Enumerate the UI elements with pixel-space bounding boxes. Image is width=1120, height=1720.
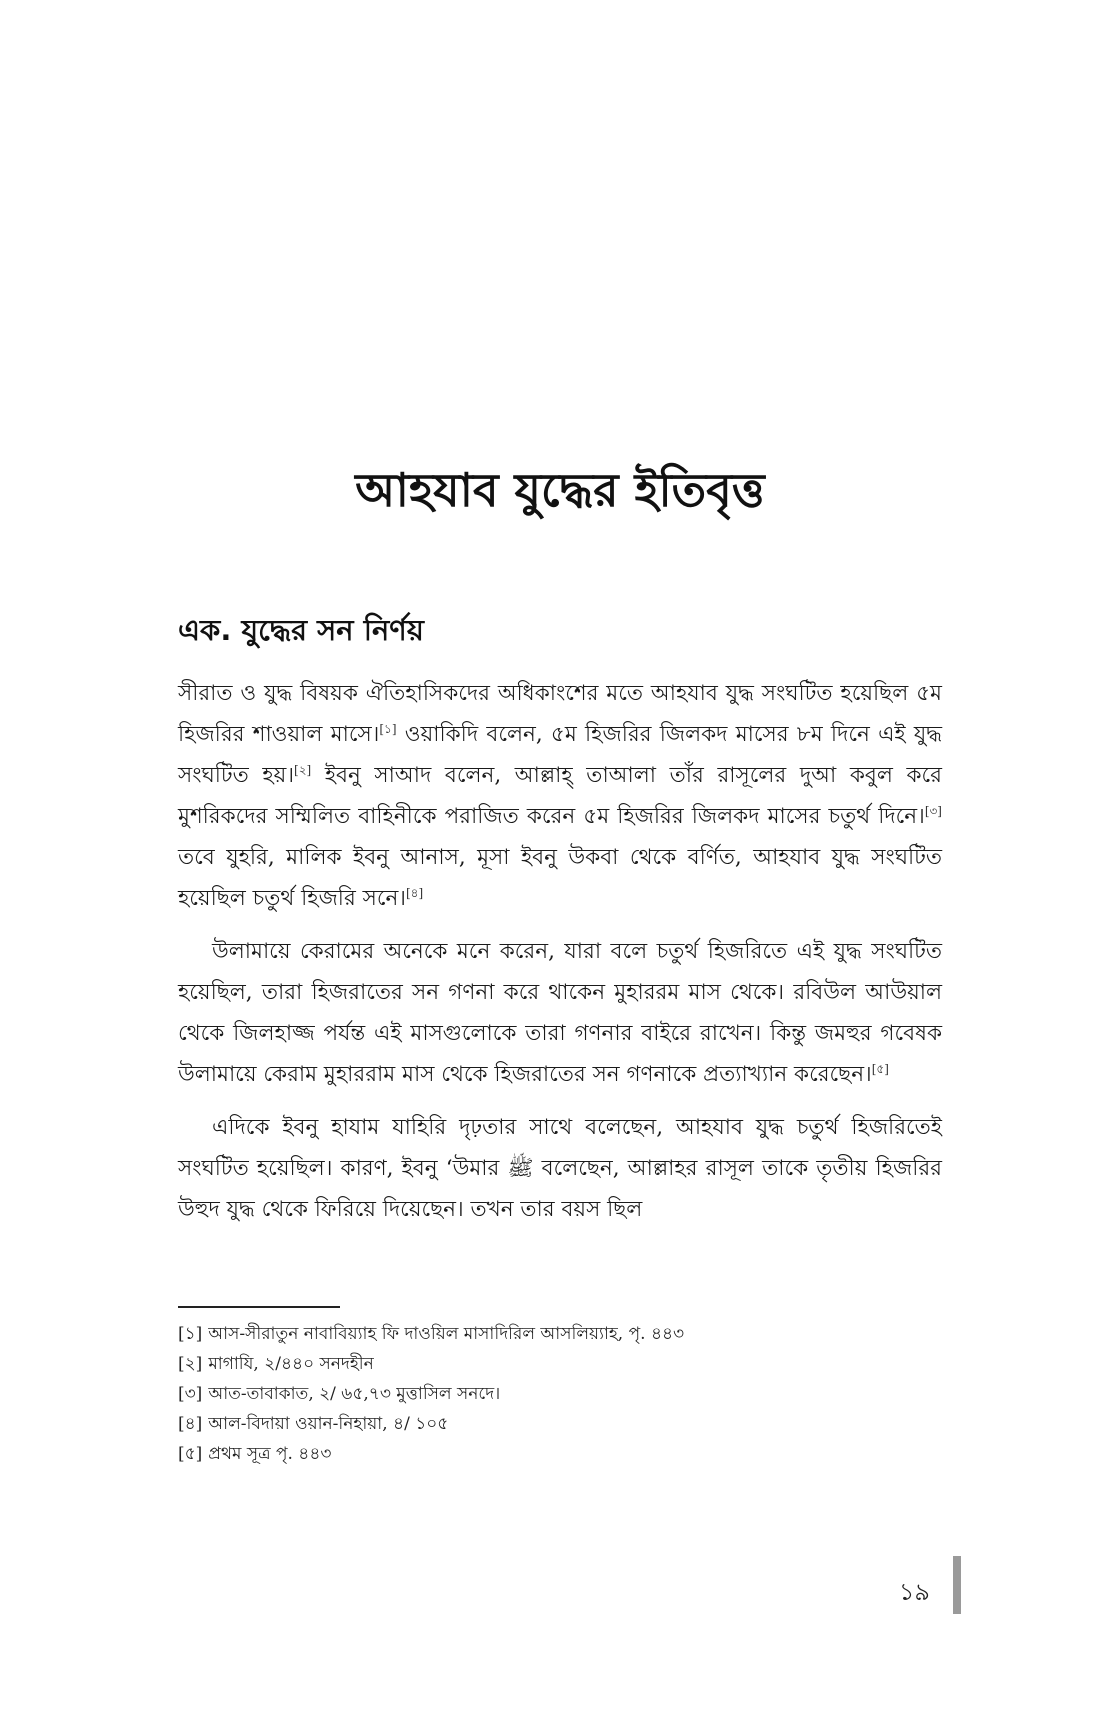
footnote-number: [৪] <box>178 1414 203 1434</box>
footnote-number: [৫] <box>178 1444 203 1464</box>
footnote-number: [২] <box>178 1354 203 1374</box>
footnote-text: আস-সীরাতুন নাবাবিয়্যাহ ফি দাওয়িল মাসাদিরিল আসলিয়্যাহ, পৃ. ৪৪৩ <box>208 1324 685 1344</box>
chapter-title: আহযাব যুদ্ধের ইতিবৃত্ত <box>355 462 765 517</box>
paragraph-text: ইবনু সাআদ বলেন, আল্লাহ্‌ তাআলা তাঁর রাসূলের দুআ কবুল করে মুশরিকদের সম্মিলিত বাহিনীকে পরাজিত করেন ৫ম হিজরির জিলকদ মাসের চতুর্থ দিনে। <box>178 763 942 829</box>
footnote-text: মাগাযি, ২/৪৪০ সনদহীন <box>208 1354 374 1374</box>
footnote-item <box>178 1409 938 1439</box>
footnote-number: [১] <box>178 1324 203 1344</box>
paragraph <box>178 1107 942 1230</box>
footnotes <box>178 1319 938 1469</box>
footnote-item <box>178 1439 938 1469</box>
footnote-text: আত-তাবাকাত, ২/ ৬৫,৭৩ মুত্তাসিল সনদে। <box>208 1384 501 1404</box>
footnote-ref: [৫] <box>871 1061 889 1076</box>
paragraph-text: সীরাত ও যুদ্ধ বিষয়ক ঐতিহাসিকদের অধিকাংশের মতে আহযাব যুদ্ধ সংঘটিত হয়েছিল ৫ম হিজরির শাওয়াল মাসে। <box>178 681 942 747</box>
footnote-text: প্রথম সূত্র পৃ. ৪৪৩ <box>208 1444 332 1464</box>
paragraph-text: ওয়াকিদি বলেন, ৫ম হিজরির জিলকদ মাসের ৮ম দিনে এই যুদ্ধ সংঘটিত হয়। <box>178 722 942 788</box>
footnote-ref: [২] <box>294 762 312 777</box>
footnote-ref: [১] <box>379 721 397 736</box>
body-text <box>178 608 942 1242</box>
paragraph-text: এদিকে ইবনু হাযাম যাহিরি দৃঢ়তার সাথে বলেছেন, আহযাব যুদ্ধ চতুর্থ হিজরিতেই সংঘটিত হয়েছিল। কারণ, ইবনু ‘উমার ﷺ বলেছেন, আল্লাহর রাসূল তাকে তৃতীয় হিজরির উহুদ যুদ্ধ থেকে ফিরিয়ে দিয়েছেন। তখন তার বয়স ছিল <box>178 1115 942 1222</box>
paragraph <box>178 931 942 1095</box>
section-heading: এক. যুদ্ধের সন নির্ণয় <box>178 613 424 647</box>
footnote-ref: [৪] <box>405 885 424 900</box>
paragraph <box>178 673 942 919</box>
footnote-item <box>178 1319 938 1349</box>
footnote-item <box>178 1349 938 1379</box>
paragraph-text: উলামায়ে কেরামের অনেকে মনে করেন, যারা বলে চতুর্থ হিজরিতে এই যুদ্ধ সংঘটিত হয়েছিল, তারা হিজরাতের সন গণনা করে থাকেন মুহাররম মাস থেকে। রবিউল আউয়াল থেকে জিলহাজ্জ পর্যন্ত এই মাসগুলোকে তারা গণনার বাইরে রাখেন। কিন্তু জমহুর গবেষক উলামায়ে কেরাম মুহাররাম মাস থেকে হিজরাতের সন গণনাকে প্রত্যাখ্যান করেছেন। <box>178 939 942 1087</box>
paragraph-text: তবে যুহরি, মালিক ইবনু আনাস, মূসা ইবনু উকবা থেকে বর্ণিত, আহযাব যুদ্ধ সংঘটিত হয়েছিল চতুর্থ হিজরি সনে। <box>178 845 942 911</box>
page-number: ১৯ <box>898 1578 930 1606</box>
footnote-ref: [৩] <box>924 803 942 818</box>
footnote-number: [৩] <box>178 1384 203 1404</box>
footnote-item <box>178 1379 938 1409</box>
footnote-divider <box>178 1306 340 1308</box>
footnote-text: আল-বিদায়া ওয়ান-নিহায়া, ৪/ ১০৫ <box>208 1414 449 1434</box>
page-edge-bar <box>953 1556 961 1614</box>
